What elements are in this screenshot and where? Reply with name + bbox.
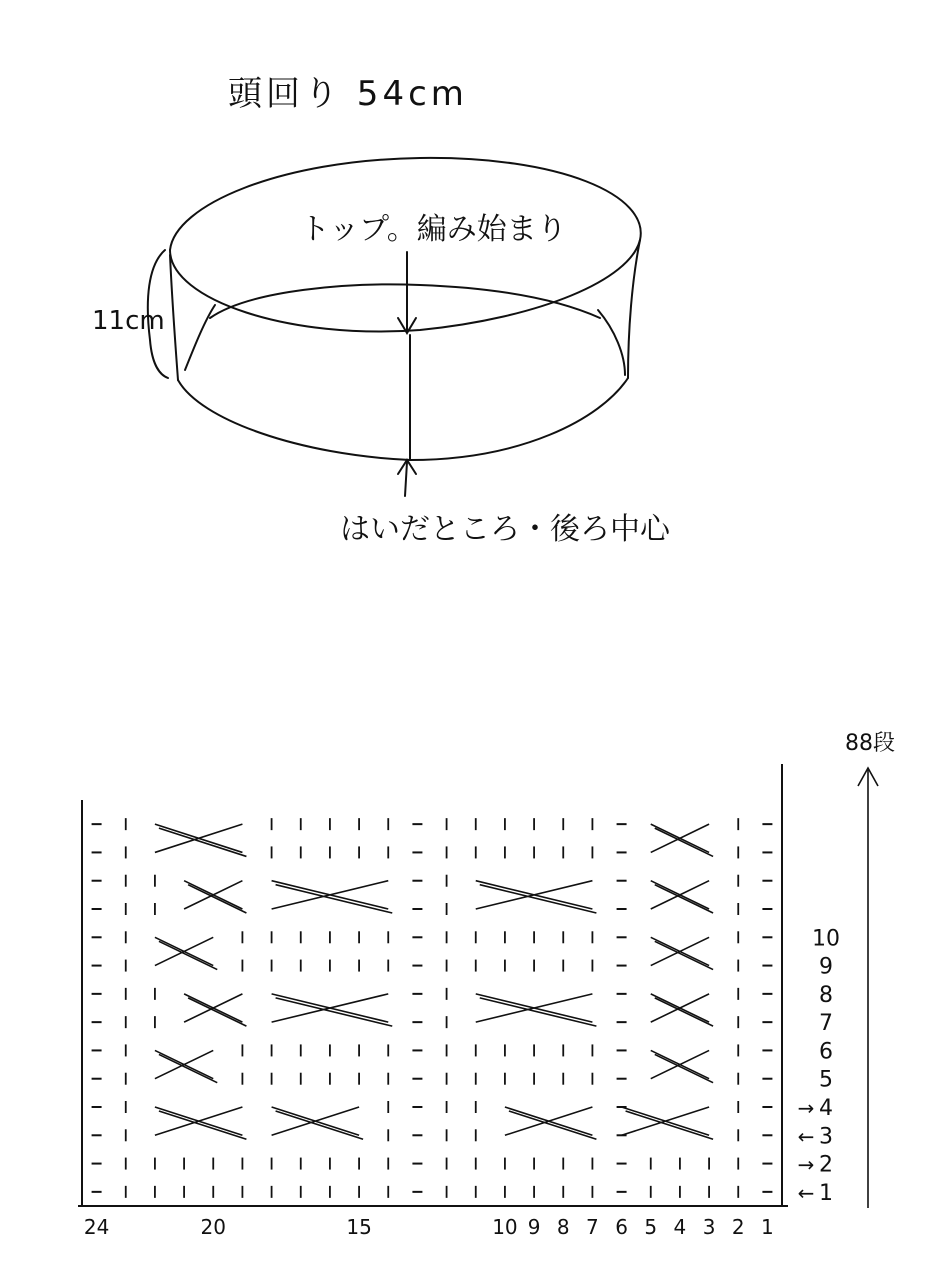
cable-line bbox=[276, 1111, 364, 1139]
column-label: 6 bbox=[615, 1215, 628, 1239]
cable-line bbox=[655, 941, 713, 969]
cable-line bbox=[509, 1111, 597, 1139]
cable-line bbox=[655, 1054, 713, 1082]
row-arrow: → bbox=[797, 1096, 815, 1120]
height-label: 11cm bbox=[92, 306, 165, 336]
row-arrow: ← bbox=[797, 1124, 815, 1149]
row-arrow: ← bbox=[797, 1180, 815, 1205]
column-label: 2 bbox=[731, 1215, 745, 1239]
column-label: 4 bbox=[673, 1215, 687, 1239]
cable-line bbox=[276, 885, 393, 913]
column-label: 1 bbox=[761, 1215, 774, 1239]
top-label: トップ。編み始まり bbox=[300, 212, 567, 247]
row-arrow: → bbox=[797, 1152, 815, 1177]
column-label: 20 bbox=[200, 1215, 226, 1239]
row-label: 6 bbox=[819, 1039, 833, 1065]
column-label: 3 bbox=[702, 1215, 716, 1239]
cable-line bbox=[655, 998, 713, 1026]
row-label: 10 bbox=[812, 926, 840, 952]
cable-line bbox=[655, 828, 713, 856]
cable-line bbox=[188, 885, 246, 913]
row-label: 8 bbox=[819, 982, 833, 1008]
cable-line bbox=[188, 998, 246, 1026]
cable-line bbox=[626, 1111, 714, 1139]
cable-line bbox=[159, 1054, 217, 1082]
cable-line bbox=[159, 941, 217, 969]
cable-line bbox=[480, 885, 597, 913]
column-label: 15 bbox=[346, 1215, 372, 1239]
row-label: 3 bbox=[819, 1124, 833, 1150]
cable-line bbox=[159, 1111, 247, 1139]
total-rows-label: 88段 bbox=[845, 731, 895, 756]
cable-line bbox=[159, 828, 247, 856]
bottom-label: はいだところ・後ろ中心 bbox=[340, 512, 670, 547]
column-label: 7 bbox=[586, 1215, 599, 1239]
column-label: 8 bbox=[556, 1215, 570, 1239]
cable-line bbox=[276, 998, 393, 1026]
row-label: 5 bbox=[819, 1067, 833, 1093]
row-label: 2 bbox=[819, 1152, 833, 1178]
cable-line bbox=[655, 885, 713, 913]
row-label: 1 bbox=[819, 1180, 833, 1206]
column-label: 9 bbox=[527, 1215, 541, 1239]
column-label: 10 bbox=[492, 1215, 518, 1239]
cable-line bbox=[480, 998, 597, 1026]
column-label: 24 bbox=[83, 1215, 110, 1239]
row-label: 4 bbox=[819, 1096, 833, 1121]
page-title: 頭回り 54cm bbox=[228, 74, 468, 114]
row-label: 7 bbox=[819, 1011, 833, 1037]
column-label: 5 bbox=[644, 1215, 658, 1239]
row-label: 9 bbox=[819, 954, 833, 980]
